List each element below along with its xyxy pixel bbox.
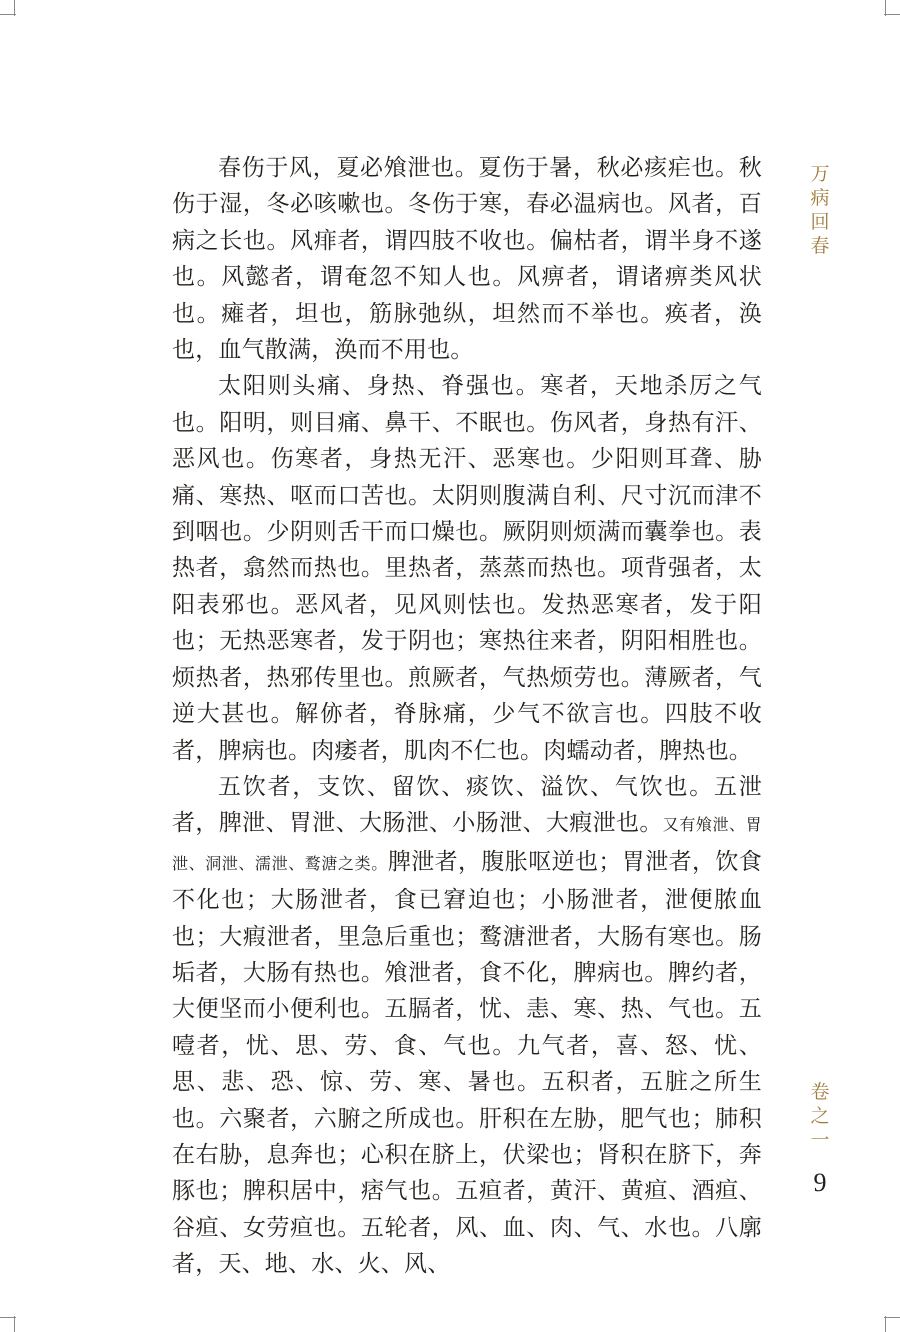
paragraph-3 [172, 769, 762, 1283]
page-number: 9 [813, 1168, 827, 1197]
inline-annotation: 又有飧泄、胃泄、洞泄、濡泄、鹜溏之类。 [172, 815, 762, 873]
crop-mark-bottom-right-h [884, 1317, 900, 1318]
volume-label: 卷之一 [810, 1081, 830, 1151]
crop-mark-bottom-left-v [14, 1316, 15, 1332]
running-head: 万病回春 [810, 163, 830, 257]
crop-mark-top-right-v [885, 0, 886, 16]
paragraph-3-text-a: 五饮者，支饮、留饮、痰饮、溢饮、气饮也。五泄者，脾泄、胃泄、大肠泄、小肠泄、大瘕泄也。 [172, 773, 762, 837]
crop-mark-top-right-h [884, 14, 900, 15]
paragraph-1: 春伤于风，夏必飧泄也。夏伤于暑，秋必痎疟也。秋伤于湿，冬必咳嗽也。冬伤于寒，春必温病也。风者，百病之长也。风痱者，谓四肢不收也。偏枯者，谓半身不遂也。风懿者，谓奄忽不知人也。风痹者，谓诸痹类风状也。瘫者，坦也，筋脉弛纵，坦然而不举也。痪者，涣也，血气散满，涣而不用也。 [172, 155, 762, 364]
crop-mark-top-left-v [14, 0, 15, 16]
paragraph-3-text-b: 脾泄者，腹胀呕逆也；胃泄者，饮食不化也；大肠泄者，食已窘迫也；小肠泄者，泄便脓血也；大瘕泄者，里急后重也；鹜溏泄者，大肠有寒也。肠垢者，大肠有热也。飧泄者，食不化，脾病也。脾约者，大便坚而小便利也。五膈者，忧、恚、寒、热、气也。五噎者，忧、思、劳、食、气也。九气者，喜、怒、忧、思、悲、恐、惊、劳、寒、暑也。五积者，五脏之所生也。六聚者，六腑之所成也。肝积在左胁，肥气也；肺积在右胁，息奔也；心积在脐上，伏梁也；肾积在脐下，奔豚也；脾积居中，痞气也。五疸者，黄汗、黄疸、酒疸、谷疸、女劳疸也。五轮者，风、血、肉、气、水也。八廓者，天、地、水、火、风、 [172, 848, 763, 1278]
body-text [172, 150, 762, 1283]
paragraph-2: 太阳则头痛、身热、脊强也。寒者，天地杀厉之气也。阳明，则目痛、鼻干、不眠也。伤风者，身热有汗、恶风也。伤寒者，身热无汗、恶寒也。少阳则耳聋、胁痛、寒热、呕而口苦也。太阴则腹满自利、尺寸沉而津不到咽也。少阴则舌干而口燥也。厥阴则烦满而囊拳也。表热者，翕然而热也。里热者，蒸蒸而热也。项背强者，太阳表邪也。恶风者，见风则怯也。发热恶寒者，发于阳也；无热恶寒者，发于阴也；寒热往来者，阴阳相胜也。烦热者，热邪传里也。煎厥者，气热烦劳也。薄厥者，气逆大甚也。解㑊者，脊脉痛，少气不欲言也。四肢不收者，脾病也。肉痿者，肌肉不仁也。肉蠕动者，脾热也。 [172, 373, 762, 764]
crop-mark-bottom-right-v [885, 1316, 886, 1332]
